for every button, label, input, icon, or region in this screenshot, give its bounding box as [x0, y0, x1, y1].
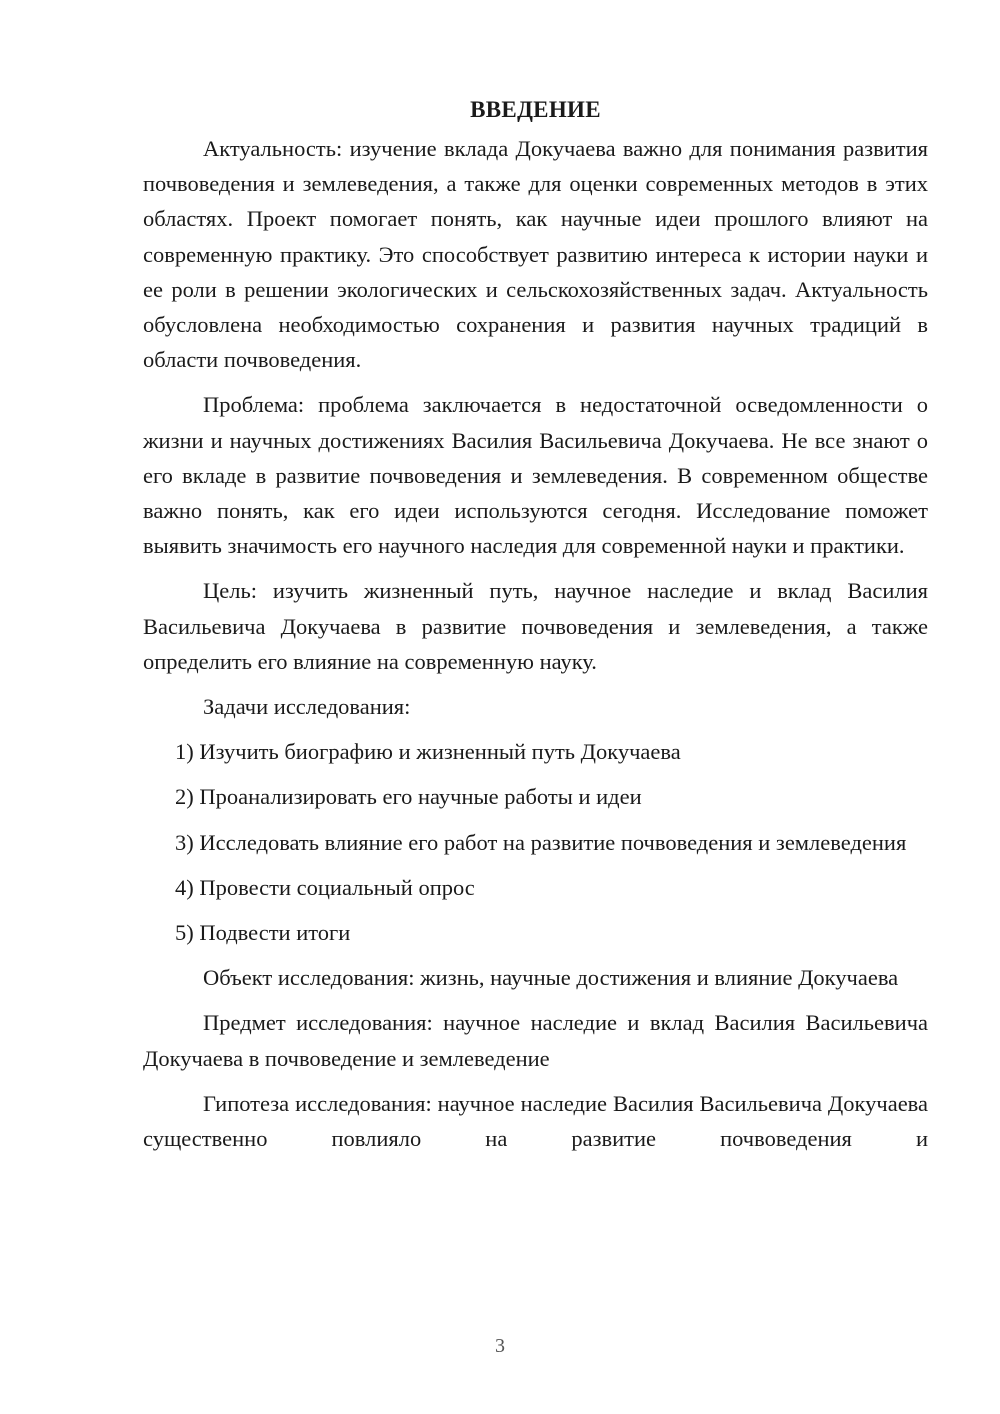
paragraph-hypothesis: Гипотеза исследования: научное наследие Василия Васильевича Докучаева существенно повлияло на развитие почвоведения и	[143, 1090, 928, 1152]
page-number: 3	[495, 1335, 505, 1357]
task-item-1: 1) Изучить биографию и жизненный путь Докучаева	[175, 739, 681, 765]
task-item-3: 3) Исследовать влияние его работ на развитие почвоведения и землеведения	[175, 829, 907, 855]
paragraph-subject: Предмет исследования: научное наследие и вклад Василия Васильевича Докучаева в почвоведение и землеведение	[143, 1010, 928, 1071]
paragraph-goal: Цель: изучить жизненный путь, научное наследие и вклад Василия Васильевича Докучаева в развитие почвоведения и землеведения, а также определить его влияние на современную науку.	[143, 578, 928, 674]
paragraph-problem: Проблема: проблема заключается в недостаточной осведомленности о жизни и научных достижениях Василия Васильевича Докучаева. Не все знают о его вкладе в развитие почвоведения и землеведения. В современном обществе важно понять, как его идеи используются сегодня. Исследование поможет выявить значимость его научного наследия для современной науки и практики.	[143, 392, 928, 559]
document-page	[143, 92, 928, 1166]
task-item-4: 4) Провести социальный опрос	[175, 874, 475, 900]
section-title: ВВЕДЕНИЕ	[470, 97, 601, 122]
paragraph-relevance: Актуальность: изучение вклада Докучаева важно для понимания развития почвоведения и землеведения, а также для оценки современных методов в этих областях. Проект помогает понять, как научные идеи прошлого влияют на современную практику. Это способствует развитию интереса к истории науки и ее роли в решении экологических и сельскохозяйственных задач. Актуальность обусловлена необходимостью сохранения и развития научных традиций в области почвоведения.	[143, 136, 928, 373]
task-item-5: 5) Подвести итоги	[175, 920, 351, 946]
task-item-2: 2) Проанализировать его научные работы и идеи	[175, 784, 642, 810]
paragraph-object: Объект исследования: жизнь, научные достижения и влияние Докучаева	[203, 965, 899, 991]
paragraph-tasks-heading: Задачи исследования:	[203, 694, 411, 720]
